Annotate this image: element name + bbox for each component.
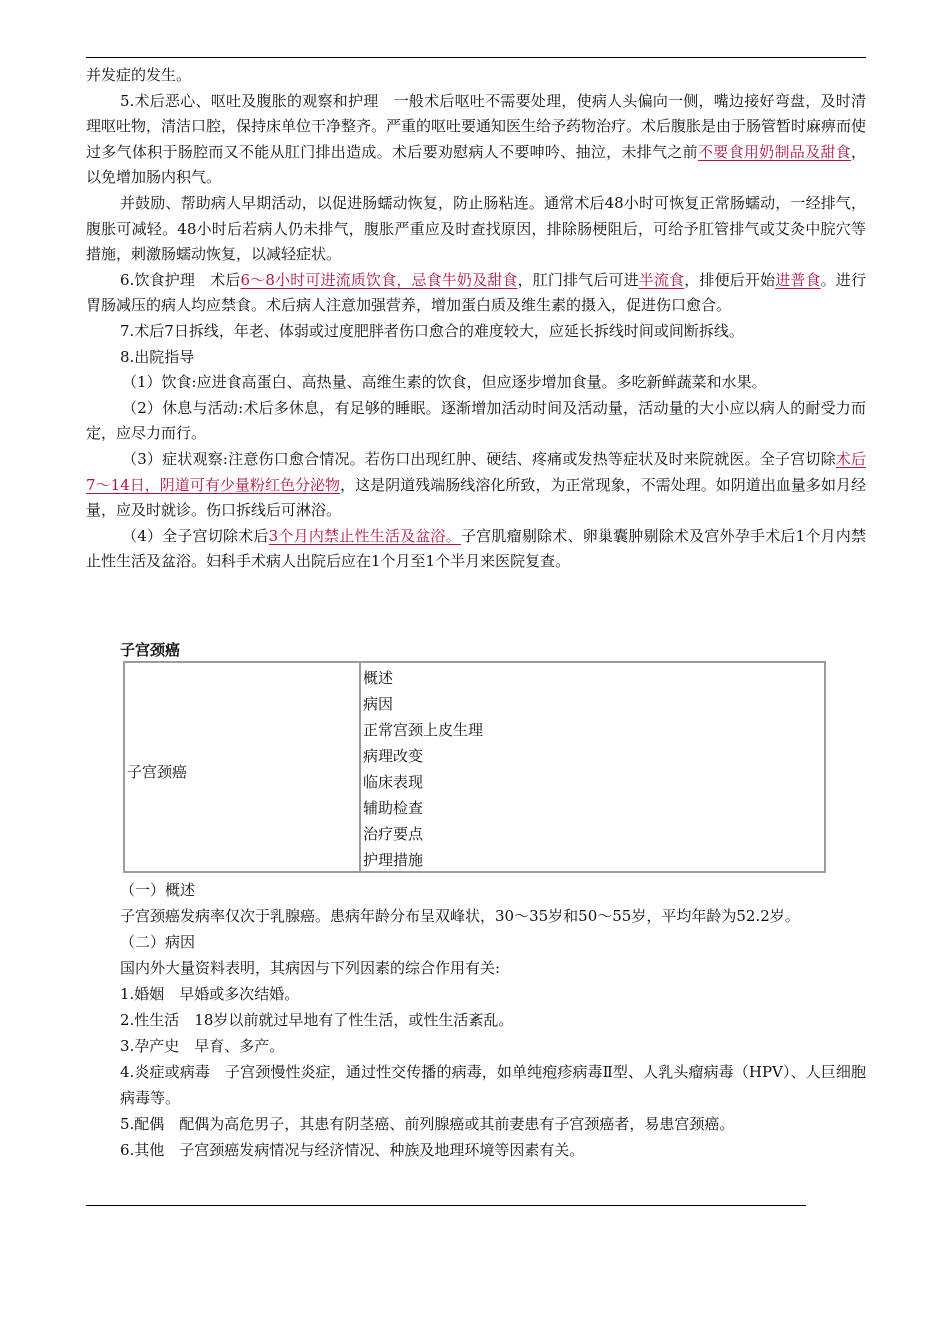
list-item: 4.炎症或病毒 子宫颈慢性炎症，通过性交传播的病毒，如单纯疱疹病毒Ⅱ型、人乳头瘤病毒（HPV）、人巨细胞病毒等。 <box>120 1063 866 1107</box>
highlighted-text: 不要食用奶制品及甜食 <box>697 142 851 161</box>
paragraph-early-activity <box>86 191 866 268</box>
list-item: 6.其他 子宫颈癌发病情况与经济情况、种族及地理环境等因素有关。 <box>120 1141 585 1159</box>
paragraph-text: 并发症的发生。 <box>86 66 192 84</box>
list-item: 5.配偶 配偶为高危男子，其患有阴茎癌、前列腺癌或其前妻患有子宫颈癌者，易患宫颈癌。 <box>120 1115 735 1133</box>
outline-topic-label: 子宫颈癌 <box>127 763 188 781</box>
list-item: 2.性生活 18岁以前就过早地有了性生活，或性生活紊乱。 <box>120 1011 514 1029</box>
paragraph-text: （3）症状观察:注意伤口愈合情况。若伤口出现红肿、硬结、疼痛或发热等症状及时来院就医。全子宫切除 <box>122 449 836 468</box>
footer-rule <box>86 1205 806 1206</box>
outline-item-list <box>363 665 483 873</box>
outline-item: 临床表现 <box>363 773 424 791</box>
paragraph-diet-care <box>86 268 866 319</box>
section-title: 子宫颈癌 <box>120 641 181 659</box>
paragraph <box>86 63 866 89</box>
paragraph-text: ，肛门排气后可进 <box>517 270 639 289</box>
paragraph-text: 子宫肌瘤剔除术、卵巢囊肿剔除术及宫外孕手术后1个月内禁止性生活及盆浴。妇科手术病人出院后应在1个月至1个半月来医院复查。 <box>86 526 867 571</box>
paragraph-overview: 子宫颈癌发病率仅次于乳腺癌。患病年龄分布呈双峰状，30～35岁和50～55岁，平均年龄为52.2岁。 <box>120 907 800 925</box>
paragraph-text: 7.术后7日拆线，年老、体弱或过度肥胖者伤口愈合的难度较大，应延长拆线时间或间断拆线。 <box>120 321 744 340</box>
paragraph-text: 并鼓励、帮助病人早期活动，以促进肠蠕动恢复，防止肠粘连。通常术后48小时可恢复正常肠蠕动，一经排气，腹胀可减轻。48小时后若病人仍未排气，腹胀严重应及时查找原因，排除肠梗阻后，可给予肛管排气或艾灸中脘穴等措施，刺激肠蠕动恢复，以减轻症状。 <box>86 193 866 264</box>
outline-item: 概述 <box>363 669 394 687</box>
subheading-overview: （一）概述 <box>120 881 196 899</box>
outline-left-cell <box>125 663 361 871</box>
paragraph-etiology-intro: 国内外大量资料表明，其病因与下列因素的综合作用有关: <box>120 959 501 977</box>
paragraph-text: （4）全子宫切除术后 <box>122 526 269 545</box>
paragraph-suture-removal <box>86 319 866 345</box>
list-item: 1.婚姻 早婚或多次结婚。 <box>120 985 300 1003</box>
paragraph-text: 6.饮食护理 术后 <box>120 270 241 289</box>
cervical-cancer-text-block <box>120 877 866 1163</box>
paragraph-sex-restriction <box>86 524 866 575</box>
paragraph-symptoms <box>86 447 866 524</box>
paragraph-rest <box>86 396 866 447</box>
header-rule <box>86 57 866 58</box>
highlighted-text: 术后7～14日，阴道可有少量粉红色分泌物 <box>86 449 866 494</box>
highlighted-text: 6～8小时可进流质饮食，忌食牛奶及甜食 <box>240 270 518 289</box>
paragraph-text: ，排便后开始 <box>684 270 776 289</box>
paragraph-diet <box>86 370 866 396</box>
highlighted-text: 进普食 <box>775 270 821 289</box>
paragraph-postop-nausea <box>86 89 866 191</box>
list-item: 3.孕产史 早育、多产。 <box>120 1037 285 1055</box>
nursing-text-block <box>86 63 866 575</box>
outline-item: 病因 <box>363 695 394 713</box>
paragraph-text: 5.术后恶心、呕吐及腹胀的观察和护理 一般术后呕吐不需要处理，使病人头偏向一侧，嘴边接好弯盘，及时清理呕吐物，清洁口腔，保持床单位干净整齐。严重的呕吐要通知医生给予药物治疗。术后腹胀是由于肠管暂时麻痹而使过多气体积于肠腔而又不能从肛门排出造成。术后要劝慰病人不要呻吟、抽泣，未排气之前 <box>86 91 867 161</box>
paragraph-text: ，这是阴道残端肠线溶化所致，为正常现象，不需处理。如阴道出血量多如月经量，应及时就诊。伤口拆线后可淋浴。 <box>86 475 866 520</box>
highlighted-text: 半流食 <box>638 270 685 289</box>
subheading-etiology: （二）病因 <box>120 933 196 951</box>
paragraph-text: （1）饮食:应进食高蛋白、高热量、高维生素的饮食，但应逐步增加食量。多吃新鲜蔬菜和水果。 <box>122 373 767 392</box>
outline-item: 护理措施 <box>363 851 424 869</box>
paragraph-text: 。进行胃肠减压的病人均应禁食。术后病人注意加强营养，增加蛋白质及维生素的摄入，促进伤口愈合。 <box>86 270 866 315</box>
outline-item: 辅助检查 <box>363 799 424 817</box>
paragraph-text: ，以免增加肠内积气。 <box>86 142 866 187</box>
highlighted-text: 3个月内禁止性生活及盆浴。 <box>268 526 461 545</box>
paragraph-discharge-heading <box>86 345 866 371</box>
outline-item: 病理改变 <box>363 747 424 765</box>
outline-item: 正常宫颈上皮生理 <box>363 721 484 739</box>
outline-table <box>123 661 826 873</box>
paragraph-text: 8.出院指导 <box>120 347 195 366</box>
paragraph-text: （2）休息与活动:术后多休息，有足够的睡眠。逐渐增加活动时间及活动量，活动量的大小应以病人的耐受力而定，应尽力而行。 <box>86 398 866 443</box>
outline-item: 治疗要点 <box>363 825 424 843</box>
